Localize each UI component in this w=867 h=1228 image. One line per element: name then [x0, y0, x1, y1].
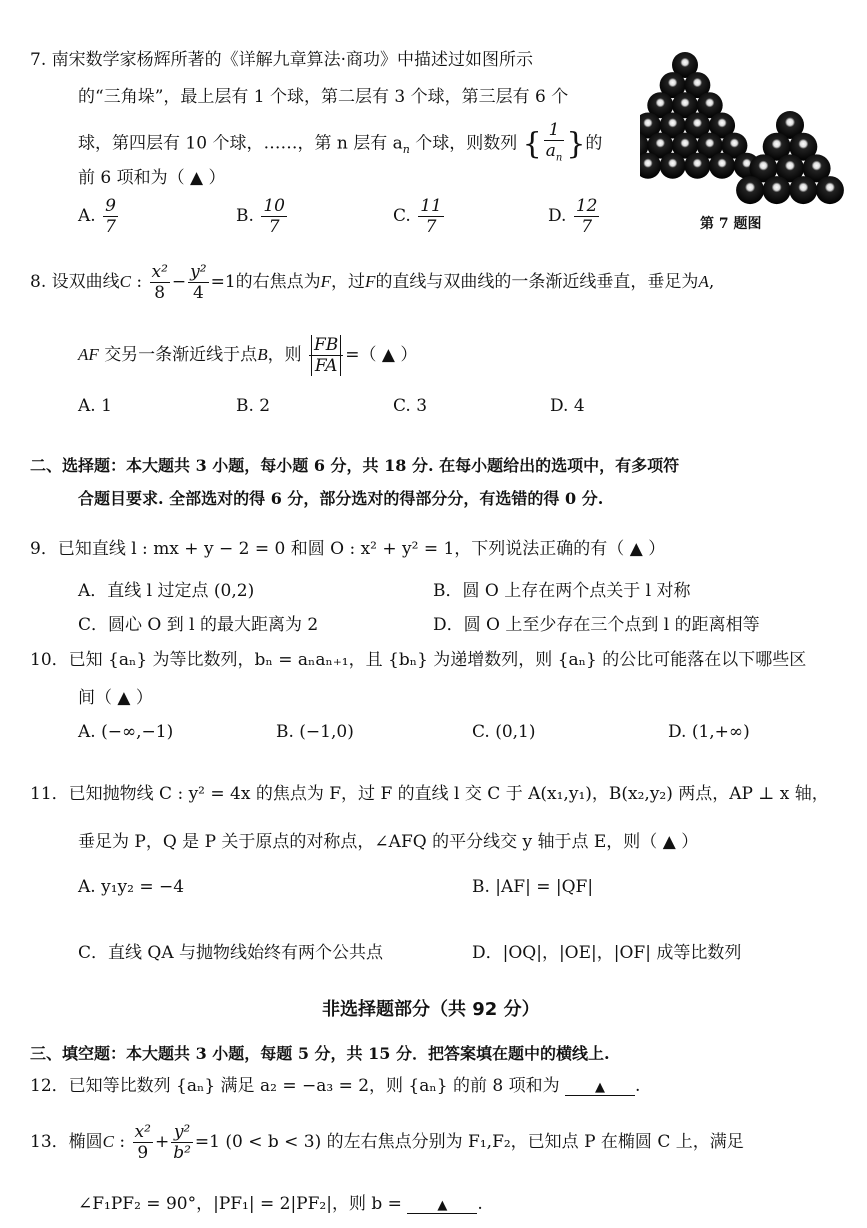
q8-option-a: A. 1	[78, 396, 112, 416]
q12-line: 12．已知等比数列 {aₙ} 满足 a₂ = −a₃ = 2，则 {aₙ} 的前 8 项和为 ▲ .	[30, 1076, 641, 1096]
q7-line1: 7. 南宋数学家杨辉所著的《详解九章算法·商功》中描述过如图所示	[30, 50, 534, 70]
pile-ball	[660, 153, 686, 179]
q7-option-d: D. $\frac{12}{7}$	[548, 196, 598, 237]
q7-seq-fraction: $\frac{1}{a_n}$	[545, 120, 563, 164]
q7-line3-a: 球，第四层有 10 个球，……，第 n 层有 a	[78, 133, 403, 154]
q9-option-c: C．圆心 O 到 l 的最大距离为 2	[78, 615, 319, 635]
q13-line2: ∠F₁PF₂ = 90°，|PF₁| = 2|PF₂|，则 b = ▲ .	[78, 1194, 483, 1214]
q9-option-a: A．直线 l 过定点 (0,2)	[78, 581, 255, 601]
pile-ball	[736, 176, 764, 204]
q7-option-b: B. $\frac{10}{7}$	[236, 196, 285, 237]
q11-line2: 垂足为 P，Q 是 P 关于原点的对称点，∠AFQ 的平分线交 y 轴于点 E，则（ ▲ ）	[78, 832, 699, 852]
q8-option-c: C. 3	[393, 396, 428, 416]
q10-option-d: D. (1,+∞)	[668, 722, 750, 742]
q11-option-c: C．直线 QA 与抛物线始终有两个公共点	[78, 943, 384, 963]
q8-option-d: D. 4	[550, 396, 585, 416]
triangular-pile-figure	[640, 40, 850, 230]
q9-stem: 9．已知直线 l : mx + y − 2 = 0 和圆 O : x² + y² = 1，下列说法正确的有（ ▲ ）	[30, 539, 666, 559]
q12-answer-blank[interactable]: ▲	[565, 1080, 635, 1096]
q7-line3: 球，第四层有 10 个球，……，第 n 层有 $a_n$ 个球，则数列 { $\frac{1}{a_n}$ }的	[78, 120, 602, 168]
pile-ball	[763, 176, 791, 204]
q8-line1: 8. 设双曲线C : $\frac{\text{x²}}{8}$ − $\frac{\text{y²}}{4}$ =1的右焦点为F，过F的直线与双曲线的一条渐近线垂直，垂足为A,	[30, 262, 715, 303]
q7-line3-b: 个球，则数列	[409, 133, 518, 154]
q8-line2: AF 交另一条渐近线于点B，则 $\frac{FB}{FA}$ =（ ▲ ）	[78, 335, 418, 376]
section2-line2: 合题目要求. 全部选对的得 6 分，部分选对的得部分分，有选错的得 0 分.	[78, 489, 604, 508]
q7-option-c: C. $\frac{11}{7}$	[393, 196, 442, 237]
q7-line3-c: 的	[585, 133, 603, 154]
pile-ball	[684, 153, 710, 179]
q13-answer-blank[interactable]: ▲	[407, 1198, 477, 1214]
q7-line4: 前 6 项和为（ ▲ ）	[78, 168, 226, 188]
q9-option-b: B．圆 O 上存在两个点关于 l 对称	[433, 581, 691, 601]
q10-option-a: A. (−∞,−1)	[78, 722, 174, 742]
q11-line1: 11．已知抛物线 C : y² = 4x 的焦点为 F，过 F 的直线 l 交 C 于 A(x₁,y₁)，B(x₂,y₂) 两点，AP ⊥ x 轴，	[30, 784, 829, 804]
section3-heading: 三、填空题：本大题共 3 小题，每题 5 分，共 15 分．把答案填在题中的横线上.	[30, 1044, 610, 1063]
q8-option-b: B. 2	[236, 396, 271, 416]
q11-option-b: B. |AF| = |QF|	[472, 877, 594, 897]
q11-option-a: A. y₁y₂ = −4	[78, 877, 185, 897]
q10-option-c: C. (0,1)	[472, 722, 536, 742]
q10-option-b: B. (−1,0)	[276, 722, 354, 742]
q7-line2: 的“三角垛”，最上层有 1 个球，第二层有 3 个球，第三层有 6 个	[78, 87, 569, 107]
q7-figure-caption: 第 7 题图	[700, 216, 762, 232]
q7-option-a: A. $\frac{9}{7}$	[78, 196, 116, 237]
pile-ball	[816, 176, 844, 204]
section2-line1: 二、选择题：本大题共 3 小题，每小题 6 分，共 18 分. 在每小题给出的选项中，有多项符	[30, 456, 680, 475]
pile-ball	[789, 176, 817, 204]
part2-heading: 非选择题部分（共 92 分）	[322, 999, 540, 1020]
q10-line1: 10．已知 {aₙ} 为等比数列，bₙ = aₙaₙ₊₁，且 {bₙ} 为递增数列，则 {aₙ} 的公比可能落在以下哪些区	[30, 650, 807, 670]
q11-option-d: D．|OQ|，|OE|，|OF| 成等比数列	[472, 943, 742, 963]
q13-line1: 13．椭圆C : $\frac{\text{x²}}{9}$ + $\frac{\text{y²}}{\text{b²}}$ =1 (0 < b < 3) 的左右焦点分别为 F₁,F₂，已知点 P 在椭圆 C 上，满足	[30, 1122, 744, 1163]
q10-line2: 间（ ▲ ）	[78, 688, 153, 708]
q9-option-d: D．圆 O 上至少存在三个点到 l 的距离相等	[433, 615, 760, 635]
pile-ball	[709, 153, 735, 179]
